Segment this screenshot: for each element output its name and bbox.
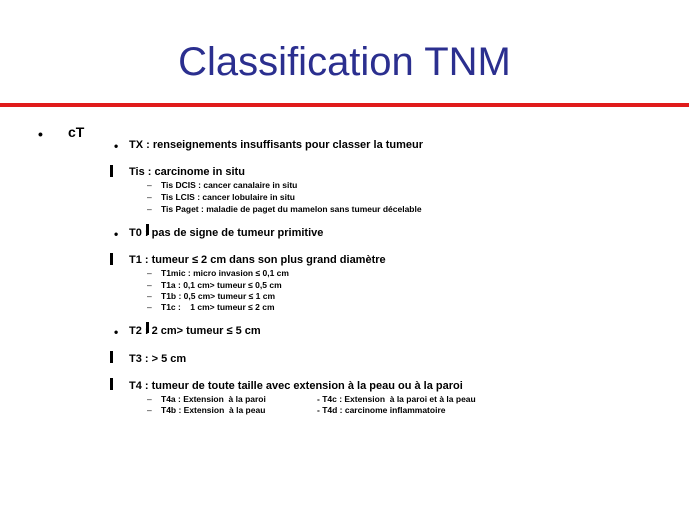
bullet-bar <box>110 165 113 177</box>
sub-dash: – <box>147 268 152 278</box>
sub-tis-dcis: Tis DCIS : cancer canalaire in situ <box>161 180 298 190</box>
sub-dash: – <box>147 291 152 301</box>
bullet-bar <box>110 253 113 265</box>
sub-dash: – <box>147 394 152 404</box>
sub-t4b: T4b : Extension à la peau <box>161 405 266 415</box>
item-t0: T0 : pas de signe de tumeur primitive <box>129 227 324 239</box>
slide-title: Classification TNM <box>178 40 511 84</box>
sub-dash: – <box>147 180 152 190</box>
sub-dash: – <box>147 204 152 214</box>
sub-t1b: T1b : 0,5 cm> tumeur ≤ 1 cm <box>161 291 276 301</box>
item-t3: T3 : > 5 cm <box>129 353 187 365</box>
sub-t1c: T1c : 1 cm> tumeur ≤ 2 cm <box>161 302 275 312</box>
sub-tis-paget: Tis Paget : maladie de paget du mamelon sans tumeur décelable <box>161 204 422 214</box>
bullet-bar <box>110 378 113 390</box>
sub-t4a: T4a : Extension à la paroi <box>161 394 266 404</box>
item-t1: T1 : tumeur ≤ 2 cm dans son plus grand diamètre <box>129 254 386 266</box>
item-t2: T2 : 2 cm> tumeur ≤ 5 cm <box>129 325 261 337</box>
sub-t4d: - T4d : carcinome inflammatoire <box>317 405 446 415</box>
sub-dash: – <box>147 405 152 415</box>
sub-t4c: - T4c : Extension à la paroi et à la peau <box>317 394 476 404</box>
sub-dash: – <box>147 192 152 202</box>
sub-tis-lcis: Tis LCIS : cancer lobulaire in situ <box>161 192 295 202</box>
sub-dash: – <box>147 302 152 312</box>
bullet-dot: • <box>114 325 119 339</box>
item-tis: Tis : carcinome in situ <box>129 166 245 178</box>
title-divider <box>0 103 689 107</box>
item-t4: T4 : tumeur de toute taille avec extension à la peau ou à la paroi <box>129 380 463 392</box>
sub-t1mic: T1mic : micro invasion ≤ 0,1 cm <box>161 268 289 278</box>
bullet-dot: • <box>114 227 119 241</box>
item-tx: TX : renseignements insuffisants pour classer la tumeur <box>129 139 424 151</box>
section-bullet: • <box>38 126 43 142</box>
sub-t1a: T1a : 0,1 cm> tumeur ≤ 0,5 cm <box>161 280 282 290</box>
section-label: cT <box>68 124 85 140</box>
bullet-bar <box>110 351 113 363</box>
bullet-dot: • <box>114 139 119 153</box>
sub-dash: – <box>147 280 152 290</box>
